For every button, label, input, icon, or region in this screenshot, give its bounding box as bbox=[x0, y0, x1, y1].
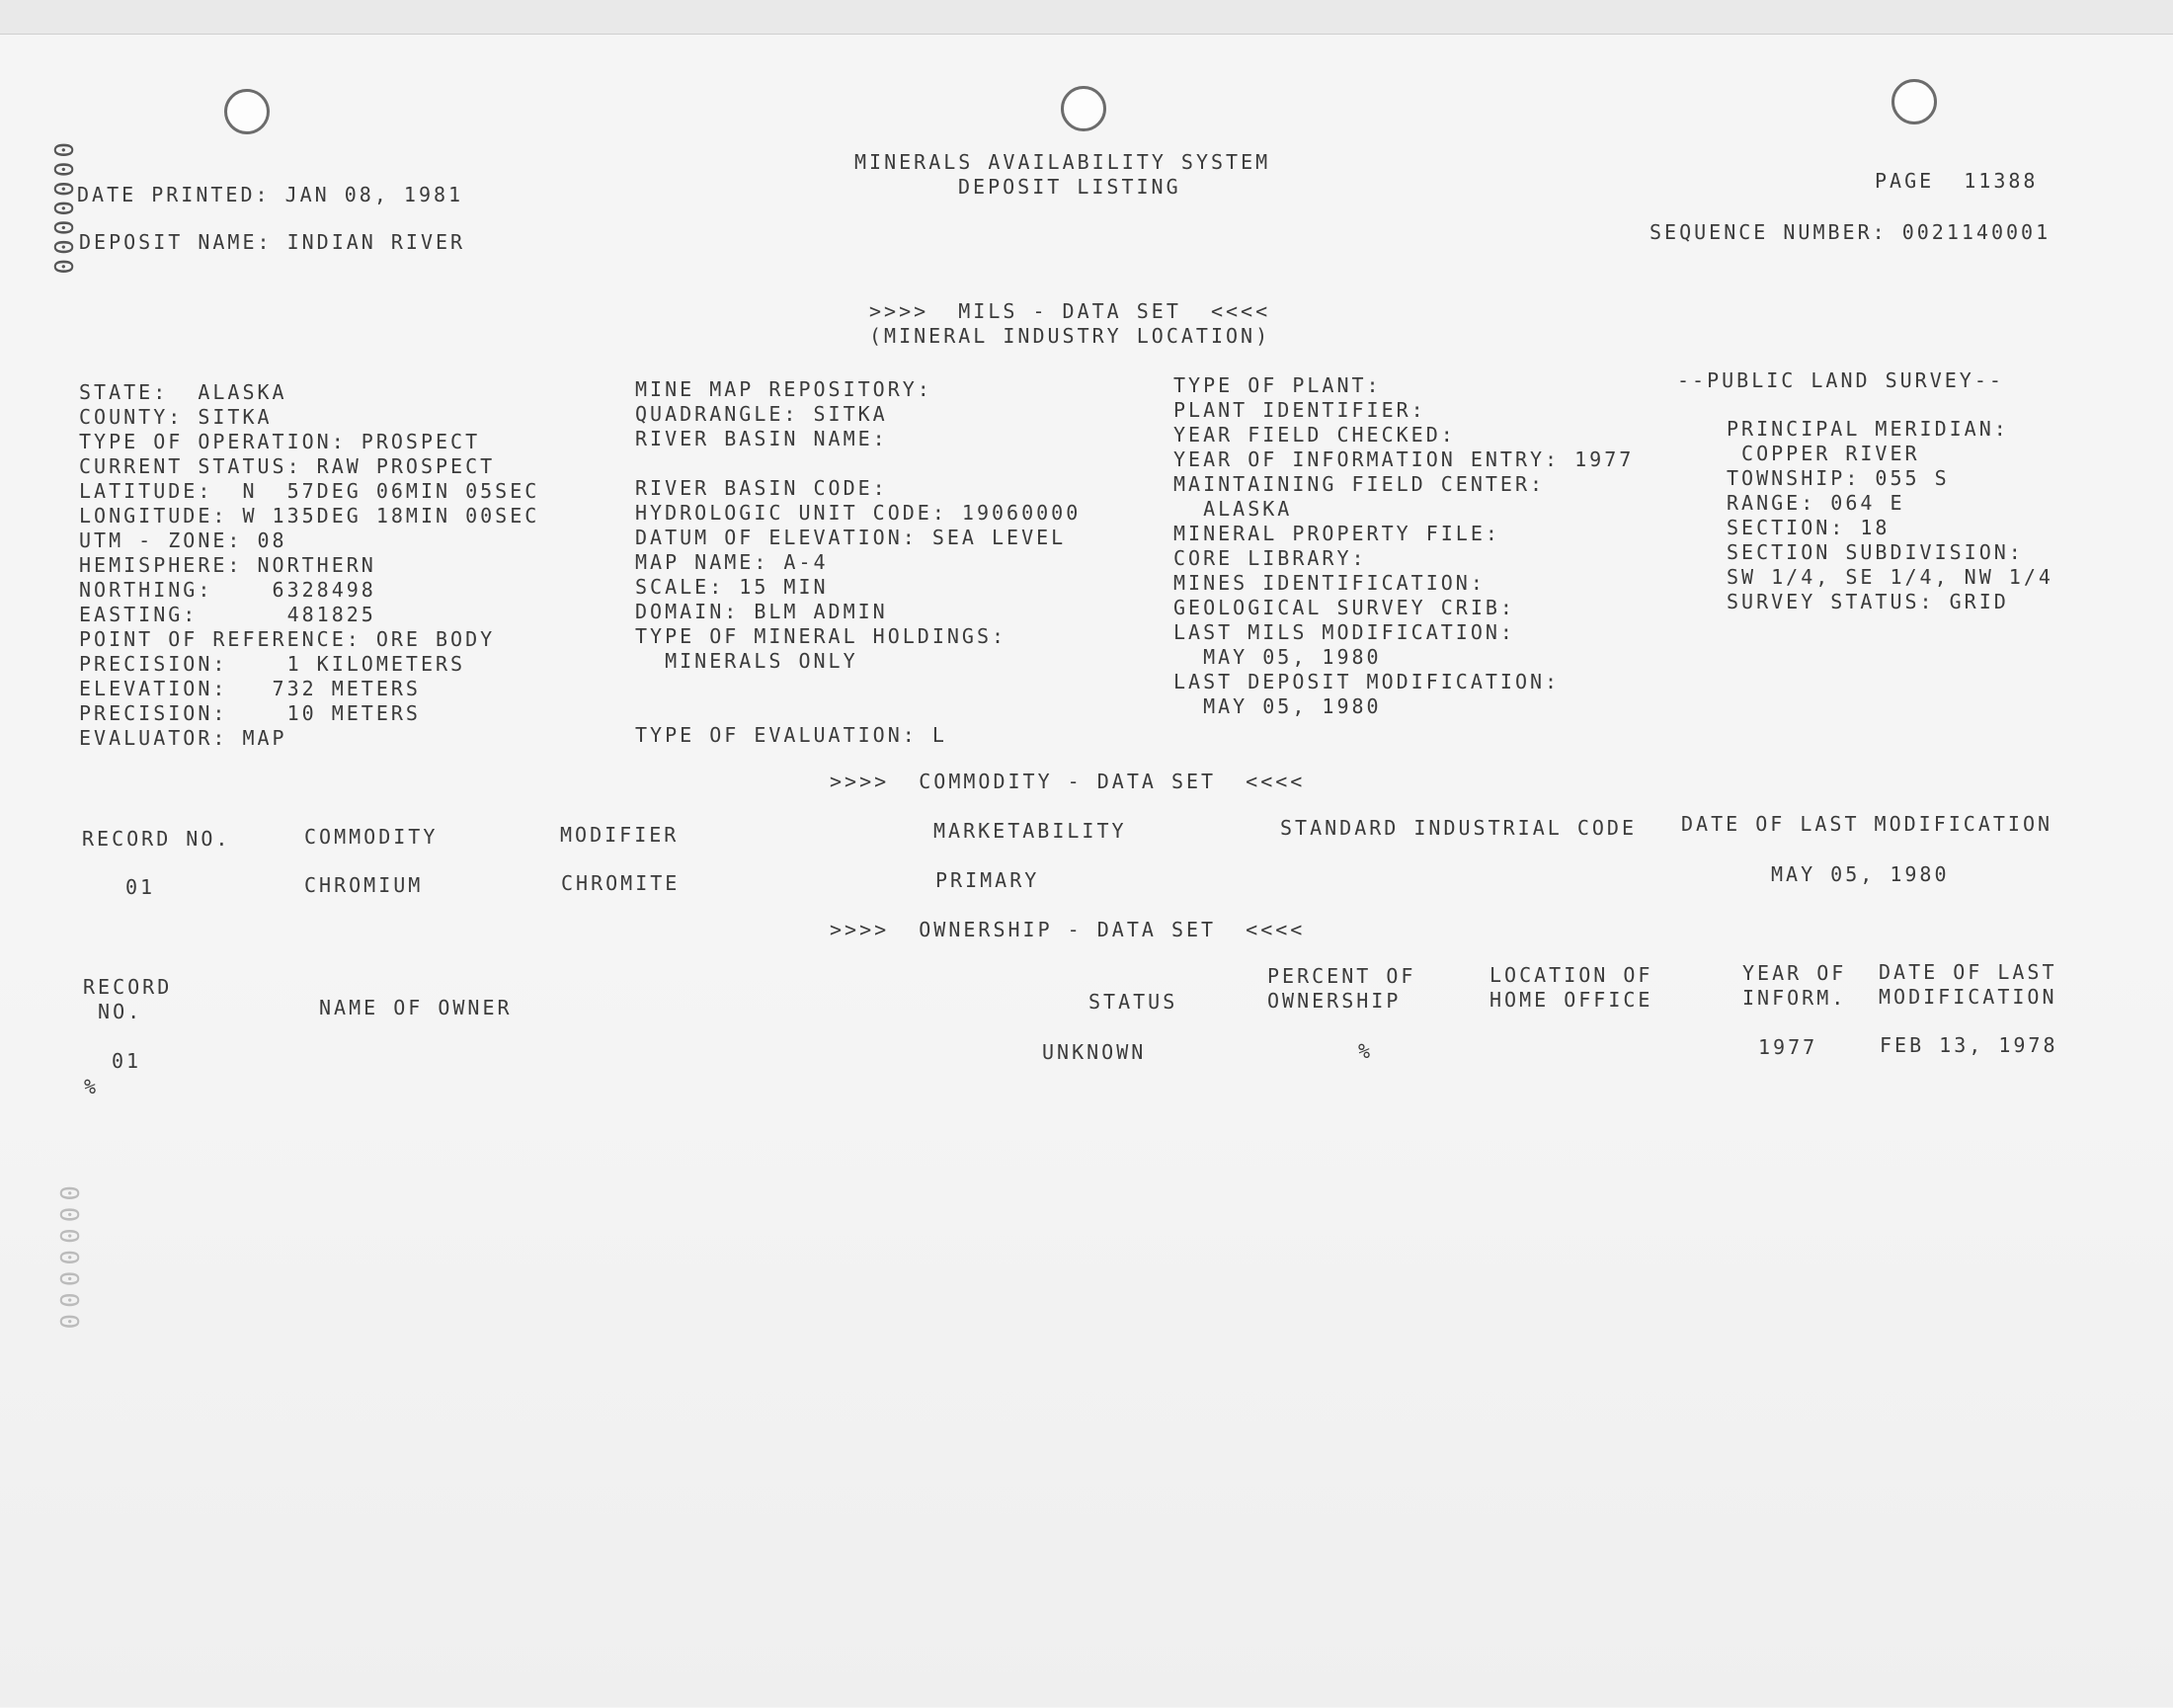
commodity-col-marketability: MARKETABILITY bbox=[933, 819, 1127, 843]
commodity-row-date: MAY 05, 1980 bbox=[1771, 862, 1950, 886]
field-line: CURRENT STATUS: RAW PROSPECT bbox=[79, 454, 496, 478]
field-line: ELEVATION: 732 METERS bbox=[79, 677, 421, 700]
field-line: RIVER BASIN CODE: bbox=[635, 476, 888, 500]
field-line: ALASKA bbox=[1173, 497, 1293, 521]
field-line: MAY 05, 1980 bbox=[1173, 645, 1382, 669]
field-line: TOWNSHIP: 055 S bbox=[1727, 466, 1950, 490]
commodity-col-record-no: RECORD NO. bbox=[82, 827, 231, 851]
mils-column-maps bbox=[635, 377, 1081, 748]
field-line: HEMISPHERE: NORTHERN bbox=[79, 553, 376, 577]
listing-title: DEPOSIT LISTING bbox=[958, 175, 1181, 199]
field-line: DOMAIN: BLM ADMIN bbox=[635, 600, 888, 623]
commodity-col-modifier: MODIFIER bbox=[560, 823, 680, 847]
commodity-row-commodity: CHROMIUM bbox=[304, 873, 424, 897]
header-line: YEAR OF bbox=[1742, 961, 1847, 985]
field-line: STATE: ALASKA bbox=[79, 380, 287, 404]
field-line: PRECISION: 1 KILOMETERS bbox=[79, 652, 466, 676]
mils-column-location bbox=[79, 380, 539, 751]
field-line: EASTING: 481825 bbox=[79, 603, 376, 626]
field-line: UTM - ZONE: 08 bbox=[79, 529, 287, 552]
ownership-row-trailing: % bbox=[84, 1075, 100, 1098]
header-line: MODIFICATION bbox=[1879, 985, 2057, 1009]
field-line: MINERAL PROPERTY FILE: bbox=[1173, 522, 1500, 545]
field-line: PRINCIPAL MERIDIAN: bbox=[1727, 417, 2009, 441]
ownership-row-status: UNKNOWN bbox=[1042, 1040, 1147, 1064]
field-line: SW 1/4, SE 1/4, NW 1/4 bbox=[1727, 565, 2053, 589]
field-line: YEAR OF INFORMATION ENTRY: 1977 bbox=[1173, 447, 1635, 471]
sequence-number: SEQUENCE NUMBER: 0021140001 bbox=[1650, 220, 2052, 244]
ownership-col-status: STATUS bbox=[1088, 990, 1178, 1014]
commodity-col-commodity: COMMODITY bbox=[304, 825, 439, 849]
header-line: NO. bbox=[83, 1000, 143, 1023]
field-line bbox=[635, 674, 1081, 698]
field-line: MAINTAINING FIELD CENTER: bbox=[1173, 472, 1546, 496]
field-line: TYPE OF OPERATION: PROSPECT bbox=[79, 430, 481, 453]
field-line: PRECISION: 10 METERS bbox=[79, 701, 421, 725]
field-line: LAST DEPOSIT MODIFICATION: bbox=[1173, 670, 1561, 693]
ownership-col-year bbox=[1742, 961, 1846, 1011]
header-line: RECORD bbox=[83, 975, 173, 999]
field-line: PLANT IDENTIFIER: bbox=[1173, 398, 1426, 422]
page-number: PAGE 11388 bbox=[1875, 169, 2039, 193]
field-line bbox=[635, 451, 1081, 476]
commodity-heading: >>>> COMMODITY - DATA SET <<<< bbox=[830, 770, 1306, 793]
ownership-row-record-no: 01 bbox=[112, 1049, 142, 1073]
field-line: HYDROLOGIC UNIT CODE: 19060000 bbox=[635, 501, 1082, 525]
field-line: LATITUDE: N 57DEG 06MIN 05SEC bbox=[79, 479, 540, 503]
header-line: INFORM. bbox=[1742, 986, 1847, 1010]
field-line: SECTION: 18 bbox=[1727, 516, 1891, 539]
mils-subheading: (MINERAL INDUSTRY LOCATION) bbox=[869, 324, 1271, 348]
ownership-col-record bbox=[83, 975, 172, 1024]
mils-column-survey bbox=[1727, 417, 2053, 614]
ownership-col-date bbox=[1879, 960, 2057, 1010]
commodity-col-date: DATE OF LAST MODIFICATION bbox=[1681, 812, 2053, 836]
ownership-col-percent bbox=[1267, 964, 1415, 1014]
field-line: SCALE: 15 MIN bbox=[635, 575, 829, 599]
field-line: SECTION SUBDIVISION: bbox=[1727, 540, 2024, 564]
field-line: QUADRANGLE: SITKA bbox=[635, 402, 888, 426]
field-line bbox=[635, 698, 1081, 723]
field-line: RANGE: 064 E bbox=[1727, 491, 1905, 515]
date-printed: DATE PRINTED: JAN 08, 1981 bbox=[77, 183, 464, 206]
field-line: YEAR FIELD CHECKED: bbox=[1173, 423, 1456, 447]
header-line: OWNERSHIP bbox=[1267, 989, 1402, 1013]
edge-punch-marks: 0000000 bbox=[50, 138, 80, 275]
field-line: CORE LIBRARY: bbox=[1173, 546, 1367, 570]
header-line: HOME OFFICE bbox=[1489, 988, 1653, 1012]
public-land-survey-heading: --PUBLIC LAND SURVEY-- bbox=[1677, 368, 2004, 392]
field-line: MAP NAME: A-4 bbox=[635, 550, 829, 574]
edge-faint-marks: 0000000 bbox=[53, 1185, 83, 1336]
ownership-row-percent: % bbox=[1358, 1039, 1374, 1063]
field-line: TYPE OF EVALUATION: L bbox=[635, 723, 947, 747]
field-line: LAST MILS MODIFICATION: bbox=[1173, 620, 1515, 644]
punch-hole-left bbox=[224, 89, 270, 134]
commodity-col-sic: STANDARD INDUSTRIAL CODE bbox=[1280, 816, 1637, 840]
deposit-name: DEPOSIT NAME: INDIAN RIVER bbox=[79, 230, 466, 254]
commodity-row-record-no: 01 bbox=[125, 875, 156, 899]
header-line: PERCENT OF bbox=[1267, 964, 1416, 988]
field-line: POINT OF REFERENCE: ORE BODY bbox=[79, 627, 496, 651]
field-line: TYPE OF MINERAL HOLDINGS: bbox=[635, 624, 1007, 648]
field-line: SURVEY STATUS: GRID bbox=[1727, 590, 2009, 613]
commodity-row-modifier: CHROMITE bbox=[561, 871, 681, 895]
field-line: NORTHING: 6328498 bbox=[79, 578, 376, 602]
header-line: LOCATION OF bbox=[1489, 963, 1653, 987]
header-line: DATE OF LAST bbox=[1879, 960, 2057, 984]
system-title: MINERALS AVAILABILITY SYSTEM bbox=[854, 150, 1271, 174]
field-line: GEOLOGICAL SURVEY CRIB: bbox=[1173, 596, 1515, 619]
field-line: LONGITUDE: W 135DEG 18MIN 00SEC bbox=[79, 504, 540, 528]
mils-column-plant bbox=[1173, 373, 1634, 719]
field-line: MINES IDENTIFICATION: bbox=[1173, 571, 1486, 595]
ownership-row-date: FEB 13, 1978 bbox=[1880, 1033, 2058, 1057]
ownership-col-owner: NAME OF OWNER bbox=[319, 996, 513, 1019]
field-line: COPPER RIVER bbox=[1727, 442, 1920, 465]
field-line: COUNTY: SITKA bbox=[79, 405, 273, 429]
punch-hole-center bbox=[1061, 86, 1106, 131]
punch-hole-right bbox=[1891, 79, 1937, 124]
commodity-row-marketability: PRIMARY bbox=[935, 868, 1040, 892]
ownership-col-location bbox=[1489, 963, 1652, 1013]
ownership-row-year: 1977 bbox=[1758, 1035, 1818, 1059]
field-line: DATUM OF ELEVATION: SEA LEVEL bbox=[635, 526, 1067, 549]
field-line: TYPE OF PLANT: bbox=[1173, 373, 1382, 397]
ownership-heading: >>>> OWNERSHIP - DATA SET <<<< bbox=[830, 918, 1306, 941]
field-line: EVALUATOR: MAP bbox=[79, 726, 287, 750]
field-line: MAY 05, 1980 bbox=[1173, 694, 1382, 718]
field-line: MINERALS ONLY bbox=[635, 649, 858, 673]
mils-heading: >>>> MILS - DATA SET <<<< bbox=[869, 299, 1271, 323]
field-line: MINE MAP REPOSITORY: bbox=[635, 377, 932, 401]
field-line: RIVER BASIN NAME: bbox=[635, 427, 888, 450]
